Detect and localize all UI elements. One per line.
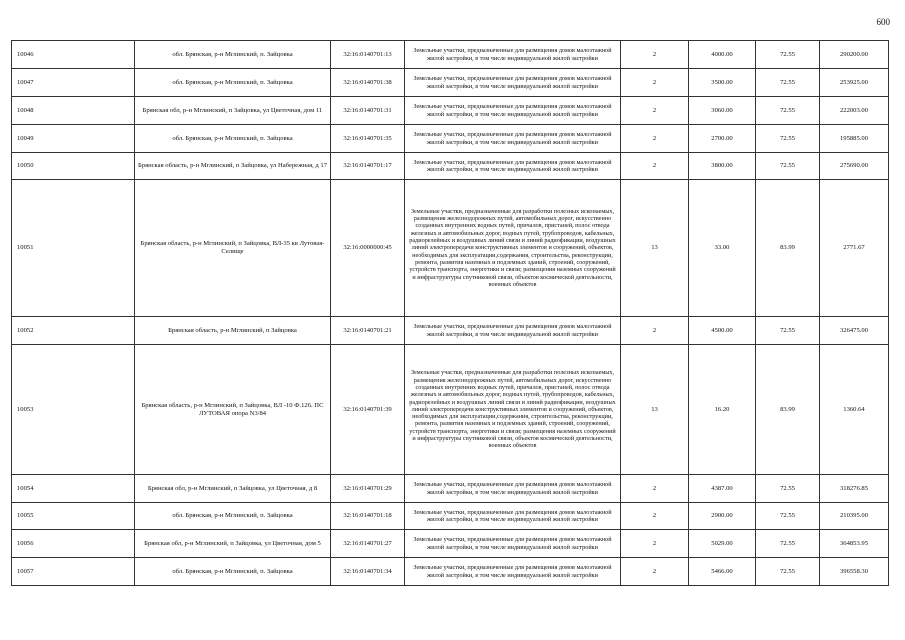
row-area: 5466.00 <box>689 558 756 586</box>
row-land-use: Земельные участки, предназначенные для размещения домов малоэтажной жилой застройки, в том числе индивидуальной жилой застройки <box>405 530 621 558</box>
row-address: Брянская обл, р-н Мглинский, п Зайцовка, ул Цветочная, дом 11 <box>135 97 331 125</box>
row-land-use: Земельные участки, предназначенные для разработки полезных ископаемых, размещения железнодорожных путей, автомобильных дорог, искусственно созданных внутренних водных путей, причалов, пристаней, полос отвода железных и автомобильных дорог, водных путей, трубопроводов, кабельных, радиорелейных и воздушных линий связи и линий радиофикации, воздушных линий электропередачи конструктивных элементов и сооружений, объектов, необходимых для эксплуатации,содержания, строительства, реконструкции, ремонта, развития наземных и подземных зданий, строений, сооружений, устройств транспорта, энергетики и связи; размещения наземных сооружений и инфраструктуры спутниковой связи, объектов космической деятельности, военных объектов <box>405 345 621 475</box>
row-address: Брянская область, р-н Мглинский, п Зайцовка, ул Набережная, д 17 <box>135 153 331 180</box>
table-body <box>12 41 889 586</box>
row-group: 2 <box>621 97 689 125</box>
row-id: 10055 <box>12 503 135 530</box>
row-id: 10049 <box>12 125 135 153</box>
page-number: 600 <box>876 17 890 27</box>
row-land-use: Земельные участки, предназначенные для размещения домов малоэтажной жилой застройки, в том числе индивидуальной жилой застройки <box>405 153 621 180</box>
row-group: 2 <box>621 69 689 97</box>
row-value: 2771.67 <box>820 180 889 317</box>
row-group: 13 <box>621 180 689 317</box>
table-row <box>12 125 889 153</box>
row-address: обл. Брянская, р-н Мглинский, п. Зайцовка <box>135 41 331 69</box>
row-cadastral-number: 32:16:0140701:29 <box>331 475 405 503</box>
row-land-use: Земельные участки, предназначенные для размещения домов малоэтажной жилой застройки, в том числе индивидуальной жилой застройки <box>405 69 621 97</box>
row-cadastral-number: 32:16:0140701:18 <box>331 503 405 530</box>
table-row <box>12 475 889 503</box>
row-rate: 72.55 <box>756 558 820 586</box>
row-cadastral-number: 32:16:0140701:34 <box>331 558 405 586</box>
row-rate: 83.99 <box>756 345 820 475</box>
table-row <box>12 153 889 180</box>
row-cadastral-number: 32:16:0140701:31 <box>331 97 405 125</box>
row-area: 5029.00 <box>689 530 756 558</box>
row-area: 3800.00 <box>689 153 756 180</box>
row-group: 2 <box>621 125 689 153</box>
row-address: Брянская область, р-н Мглинский, п Зайцовка <box>135 317 331 345</box>
row-rate: 83.99 <box>756 180 820 317</box>
table-row <box>12 558 889 586</box>
row-group: 2 <box>621 558 689 586</box>
row-value: 253925.00 <box>820 69 889 97</box>
row-area: 4387.00 <box>689 475 756 503</box>
table-row <box>12 503 889 530</box>
row-land-use: Земельные участки, предназначенные для размещения домов малоэтажной жилой застройки, в том числе индивидуальной жилой застройки <box>405 503 621 530</box>
row-cadastral-number: 32:16:0140701:38 <box>331 69 405 97</box>
row-id: 10057 <box>12 558 135 586</box>
row-value: 1360.64 <box>820 345 889 475</box>
row-value: 210395.00 <box>820 503 889 530</box>
table-row <box>12 69 889 97</box>
row-rate: 72.55 <box>756 317 820 345</box>
row-area: 3500.00 <box>689 69 756 97</box>
row-rate: 72.55 <box>756 97 820 125</box>
table-row <box>12 530 889 558</box>
row-value: 222003.00 <box>820 97 889 125</box>
row-cadastral-number: 32:16:0140701:17 <box>331 153 405 180</box>
cadastral-table <box>11 40 889 586</box>
row-id: 10050 <box>12 153 135 180</box>
row-rate: 72.55 <box>756 69 820 97</box>
row-group: 2 <box>621 503 689 530</box>
row-area: 2900.00 <box>689 503 756 530</box>
row-id: 10046 <box>12 41 135 69</box>
row-rate: 72.55 <box>756 153 820 180</box>
row-address: обл. Брянская, р-н Мглинский, п. Зайцовка <box>135 503 331 530</box>
row-value: 364853.95 <box>820 530 889 558</box>
table-row <box>12 345 889 475</box>
row-land-use: Земельные участки, предназначенные для размещения домов малоэтажной жилой застройки, в том числе индивидуальной жилой застройки <box>405 558 621 586</box>
row-land-use: Земельные участки, предназначенные для разработки полезных ископаемых, размещения железнодорожных путей, автомобильных дорог, искусственно созданных внутренних водных путей, причалов, пристаней, полос отвода железных и автомобильных дорог, водных путей, трубопроводов, кабельных, радиорелейных и воздушных линий связи и линий радиофикации, воздушных линий электропередачи конструктивных элементов и сооружений, объектов, необходимых для эксплуатации,содержания, строительства, реконструкции, ремонта, развития наземных и подземных зданий, строений, сооружений, устройств транспорта, энергетики и связи; размещения наземных сооружений и инфраструктуры спутниковой связи, объектов космической деятельности, военных объектов <box>405 180 621 317</box>
row-group: 13 <box>621 345 689 475</box>
row-area: 2700.00 <box>689 125 756 153</box>
row-area: 33.00 <box>689 180 756 317</box>
row-group: 2 <box>621 317 689 345</box>
row-cadastral-number: 32:16:0140701:27 <box>331 530 405 558</box>
table-row <box>12 180 889 317</box>
row-value: 396558.30 <box>820 558 889 586</box>
row-land-use: Земельные участки, предназначенные для размещения домов малоэтажной жилой застройки, в том числе индивидуальной жилой застройки <box>405 41 621 69</box>
row-address: Брянская обл, р-н Мглинский, п Зайцовка, ул Цветочная, д 8 <box>135 475 331 503</box>
row-address: Брянская область, р-н Мглинский, п Зайцовка, ВЛ -10 Ф.126. ПС ЛУТОВАЯ опора N3/84 <box>135 345 331 475</box>
row-id: 10053 <box>12 345 135 475</box>
row-cadastral-number: 32:16:0140701:35 <box>331 125 405 153</box>
table-row <box>12 97 889 125</box>
row-address: Брянская область, р-н Мглинский, п Зайцовка, ВЛ-35 кв Лутовая-Селище <box>135 180 331 317</box>
row-value: 275690.00 <box>820 153 889 180</box>
row-area: 4500.00 <box>689 317 756 345</box>
row-cadastral-number: 32:16:0000000:45 <box>331 180 405 317</box>
row-rate: 72.55 <box>756 125 820 153</box>
row-land-use: Земельные участки, предназначенные для размещения домов малоэтажной жилой застройки, в том числе индивидуальной жилой застройки <box>405 125 621 153</box>
row-area: 3060.00 <box>689 97 756 125</box>
row-rate: 72.55 <box>756 41 820 69</box>
row-group: 2 <box>621 475 689 503</box>
row-id: 10052 <box>12 317 135 345</box>
row-id: 10048 <box>12 97 135 125</box>
row-land-use: Земельные участки, предназначенные для размещения домов малоэтажной жилой застройки, в том числе индивидуальной жилой застройки <box>405 475 621 503</box>
row-land-use: Земельные участки, предназначенные для размещения домов малоэтажной жилой застройки, в том числе индивидуальной жилой застройки <box>405 317 621 345</box>
row-value: 318276.85 <box>820 475 889 503</box>
row-group: 2 <box>621 41 689 69</box>
row-value: 290200.00 <box>820 41 889 69</box>
row-id: 10047 <box>12 69 135 97</box>
row-address: Брянская обл, р-н Мглинский, п Зайцовка, ул Цветочная, дом 5 <box>135 530 331 558</box>
row-rate: 72.55 <box>756 503 820 530</box>
row-value: 195885.00 <box>820 125 889 153</box>
row-rate: 72.55 <box>756 475 820 503</box>
row-cadastral-number: 32:16:0140701:39 <box>331 345 405 475</box>
row-cadastral-number: 32:16:0140701:21 <box>331 317 405 345</box>
table-row <box>12 41 889 69</box>
row-id: 10056 <box>12 530 135 558</box>
row-address: обл. Брянская, р-н Мглинский, п. Зайцовка <box>135 69 331 97</box>
row-id: 10051 <box>12 180 135 317</box>
row-land-use: Земельные участки, предназначенные для размещения домов малоэтажной жилой застройки, в том числе индивидуальной жилой застройки <box>405 97 621 125</box>
row-cadastral-number: 32:16:0140701:13 <box>331 41 405 69</box>
row-group: 2 <box>621 530 689 558</box>
row-area: 4000.00 <box>689 41 756 69</box>
row-rate: 72.55 <box>756 530 820 558</box>
row-value: 326475.00 <box>820 317 889 345</box>
row-address: обл. Брянская, р-н Мглинский, п. Зайцовка <box>135 558 331 586</box>
row-group: 2 <box>621 153 689 180</box>
row-area: 16.20 <box>689 345 756 475</box>
row-address: обл. Брянская, р-н Мглинский, п. Зайцовка <box>135 125 331 153</box>
row-id: 10054 <box>12 475 135 503</box>
table-row <box>12 317 889 345</box>
